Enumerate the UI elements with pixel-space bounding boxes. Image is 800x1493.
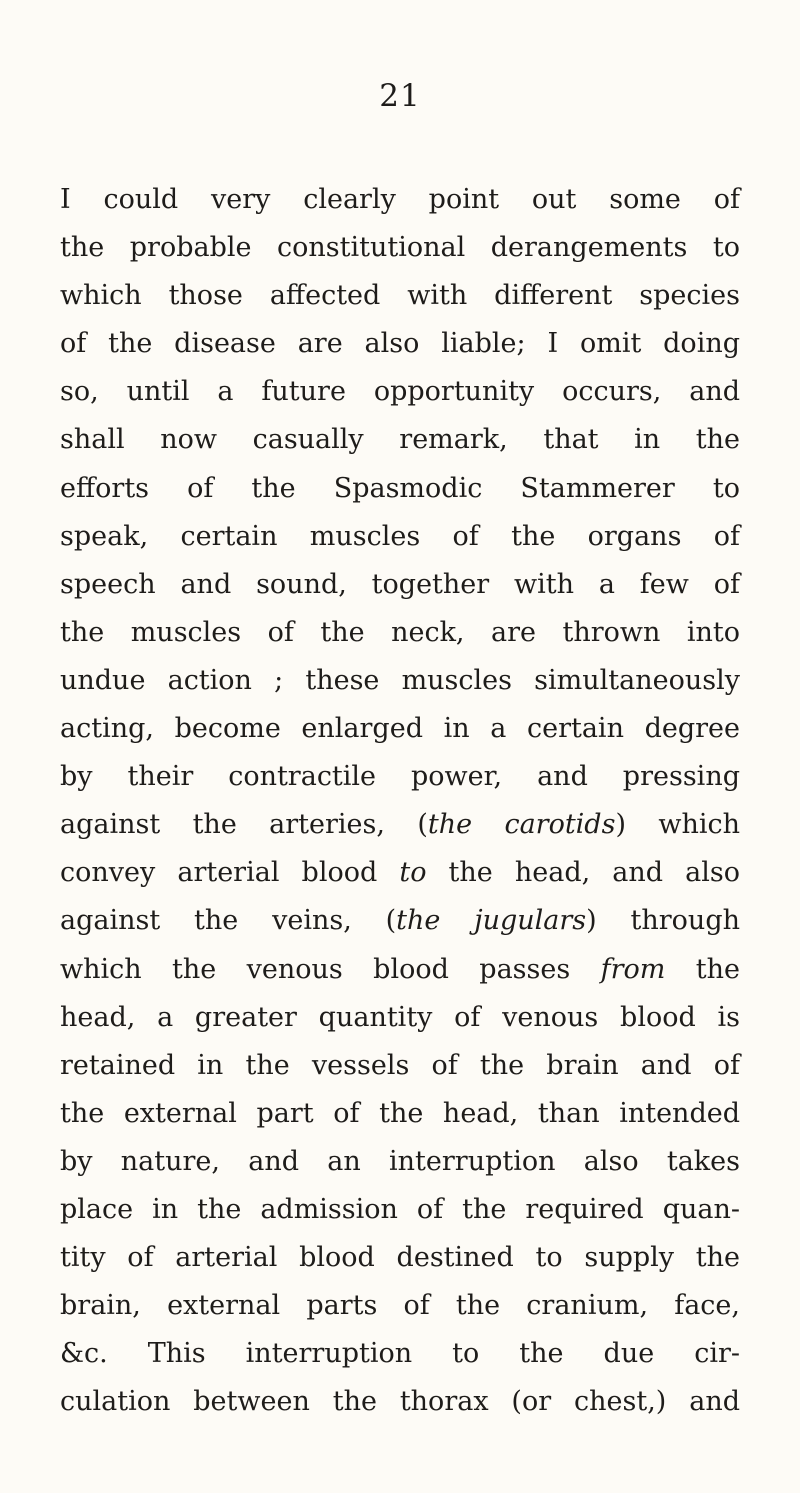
text-line-15-italic: to [399,857,427,889]
text-line-10: the muscles of the neck, are thrown into [60,616,740,648]
text-line-11: undue action ; these muscles simultaneously [60,664,740,696]
text-line-17-italic: from [600,953,666,985]
body-paragraph [60,176,740,1426]
text-line-4: of the disease are also liable; I omit doing [60,328,740,360]
text-line-15-pre: convey arterial blood [60,857,400,889]
text-line-24: brain, external parts of the cranium, face, [60,1290,740,1322]
text-line-26: culation between the thorax (or chest,) and [60,1386,740,1418]
text-line-23: tity of arterial blood destined to supply the [60,1242,740,1274]
text-line-15-post: the head, and also [426,857,740,889]
text-line-17-pre: which the venous blood passes [60,953,601,985]
text-line-7: efforts of the Spasmodic Stammerer to [60,472,740,504]
text-line-5: so, until a future opportunity occurs, and [60,376,740,408]
text-line-21: by nature, and an interruption also takes [60,1145,740,1177]
page-number: 21 [379,78,421,114]
text-line-17-post: the [665,953,740,985]
text-line-12: acting, become enlarged in a certain degree [60,713,740,745]
text-line-16-pre: against the veins, ( [60,905,397,937]
text-line-2: the probable constitutional derangements to [60,232,740,264]
text-line-6: shall now casually remark, that in the [60,424,740,456]
text-line-16-post: ) through [586,905,740,937]
text-line-20: the external part of the head, than intended [60,1097,740,1129]
text-line-16 [60,897,740,945]
text-line-3: which those affected with different species [60,280,740,312]
text-line-1: I could very clearly point out some of [60,184,740,215]
text-line-14 [60,801,740,849]
text-line-14-post: ) which [615,809,740,841]
text-line-9: speech and sound, together with a few of [60,568,740,600]
text-line-14-italic: the carotids [427,809,616,841]
text-line-25: &c. This interruption to the due cir- [60,1338,740,1370]
text-line-13: by their contractile power, and pressing [60,761,740,793]
text-line-14-pre: against the arteries, ( [60,809,428,841]
text-line-16-italic: the jugulars [396,905,587,937]
text-line-8: speak, certain muscles of the organs of [60,520,740,552]
text-line-18: head, a greater quantity of venous blood is [60,1001,740,1033]
text-line-19: retained in the vessels of the brain and of [60,1049,740,1081]
text-line-17 [60,946,740,994]
text-line-22: place in the admission of the required quan- [60,1193,740,1225]
text-line-15 [60,849,740,897]
